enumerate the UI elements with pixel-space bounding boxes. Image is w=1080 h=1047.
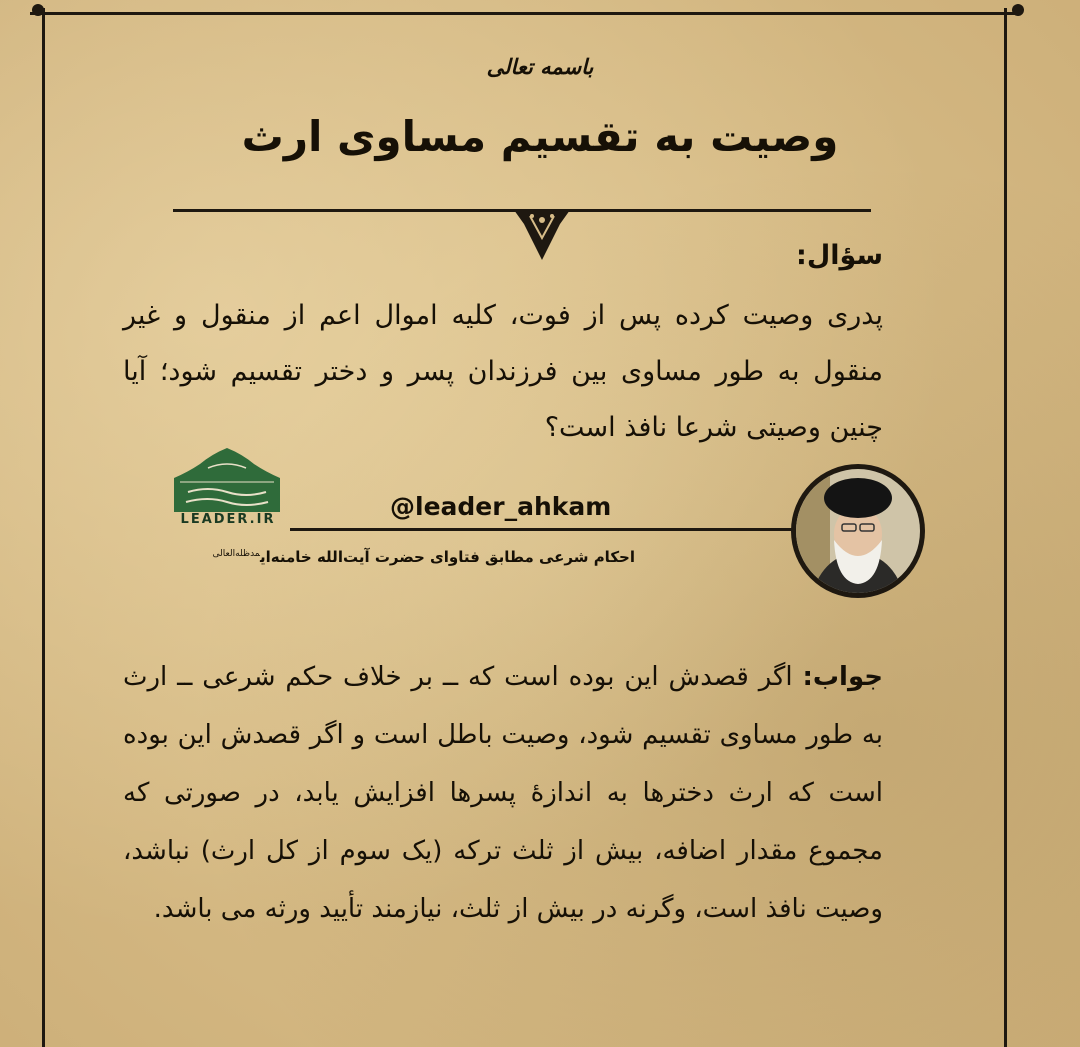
- logo-site-text: LEADER.IR: [180, 512, 276, 527]
- portrait-avatar: [790, 460, 926, 602]
- brand-caption-suffix: مدظله‌العالی: [212, 549, 261, 559]
- question-label: سؤال:: [796, 240, 883, 271]
- page-title: وصیت به تقسیم مساوی ارث: [241, 112, 839, 161]
- frame-top: [30, 12, 1020, 15]
- frame-right: [1004, 8, 1007, 1047]
- handle-rule: [290, 528, 795, 531]
- brand-caption: [155, 548, 635, 566]
- answer-label: جواب:: [802, 662, 883, 692]
- answer-block: [123, 648, 883, 938]
- question-text: پدری وصیت کرده پس از فوت، کلیه اموال اعم از منقول و غیر منقول به طور مساوی بین فرزندان پسر و دختر تقسیم شود؛ آیا چنین وصیتی شرعا نافذ است؟: [123, 300, 883, 443]
- frame-left: [42, 8, 45, 1047]
- brand-caption-text: احکام شرعی مطابق فتاوای حضرت آیت‌الله خامنه‌ای: [260, 548, 635, 566]
- frame-corner-top-right: [1012, 4, 1024, 16]
- answer-text: اگر قصدش این بوده است که ــ بر خلاف حکم شرعی ــ ارث به طور مساوی تقسیم شود، وصیت باطل است و اگر قصدش این بوده است که ارث دخترها به اندازۀ پسرها افزایش یابد، در صورتی که مجموع مقدار اضافه، بیش از ثلث ترکه (یک سوم از کل ارث) نباشد، وصیت نافذ است، وگرنه در بیش از ثلث، نیازمند تأیید ورثه می باشد.: [123, 662, 883, 924]
- bismihi-heading: باسمه تعالی: [486, 54, 594, 79]
- social-handle: @leader_ahkam: [390, 492, 612, 521]
- frame-corner-top-left: [32, 4, 44, 16]
- ornament-icon: [512, 208, 572, 264]
